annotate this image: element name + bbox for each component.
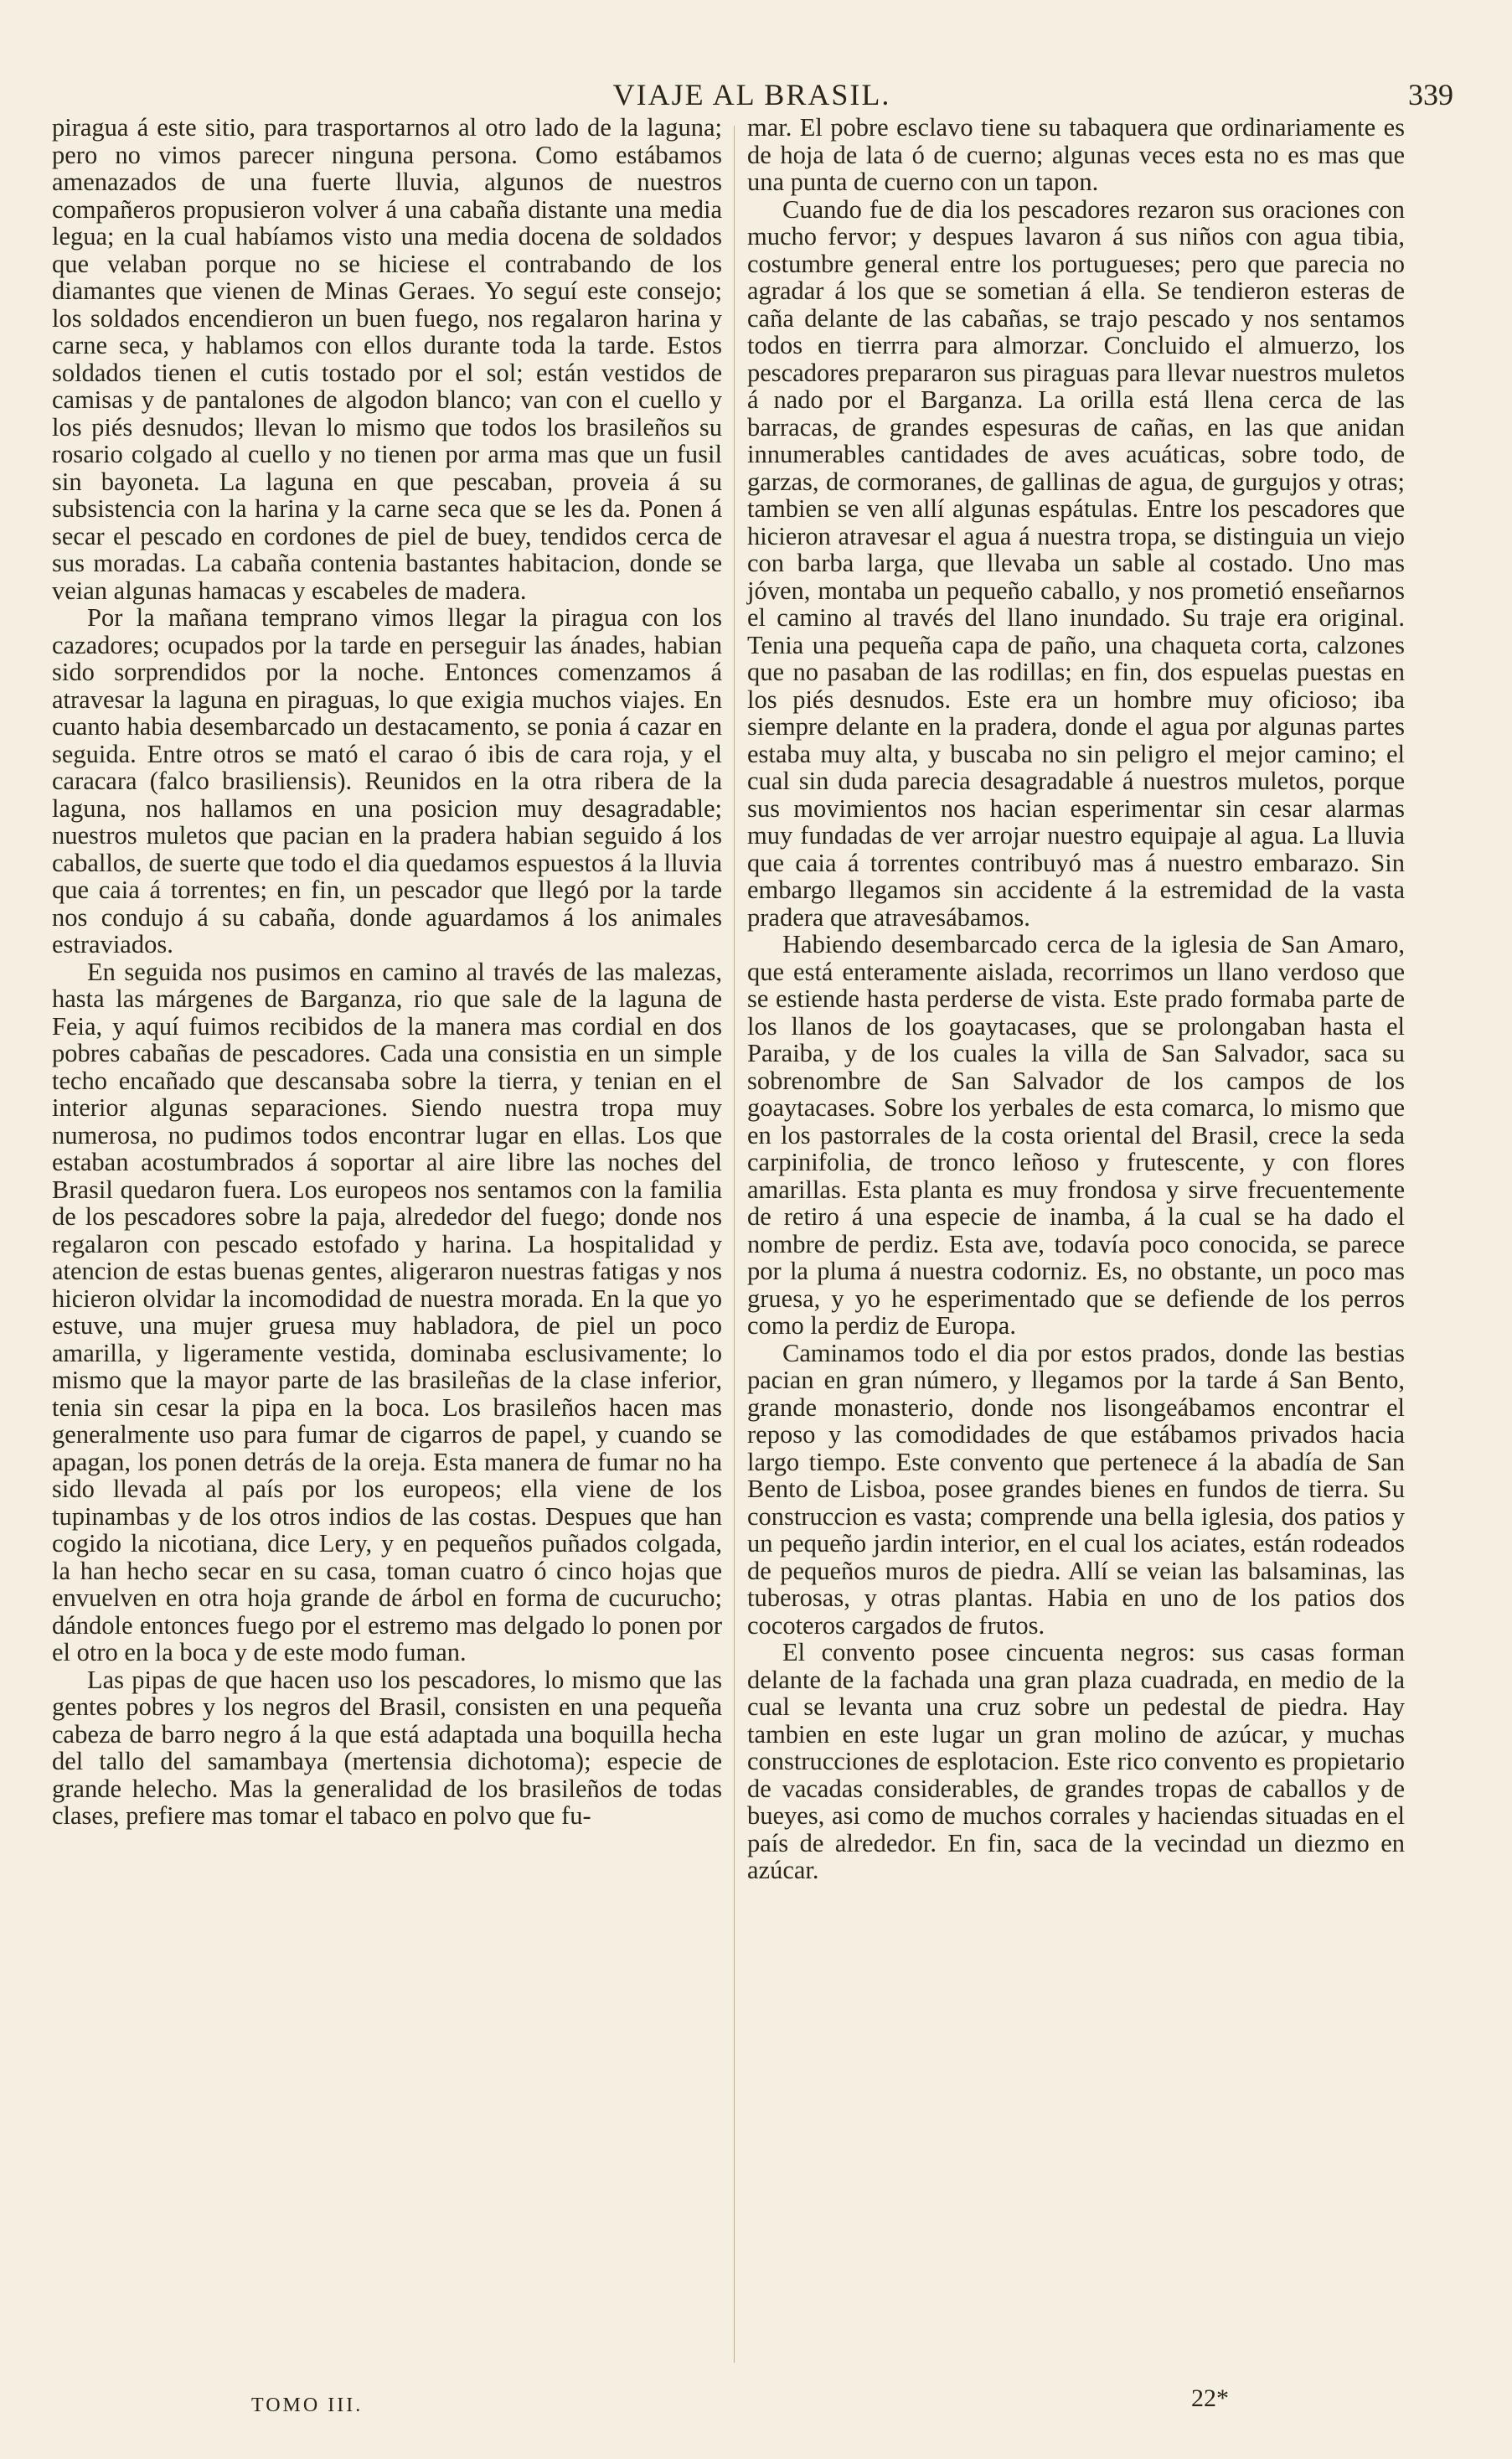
sheet-number: 22* — [1191, 2384, 1229, 2412]
paragraph: mar. El pobre esclavo tiene su tabaquera que ordinariamente es de hoja de lata ó de cuerno; algunas veces esta no es mas que una punta de cuerno con un tapon. — [747, 113, 1405, 196]
running-title: VIAJE AL BRASIL. — [612, 78, 891, 111]
paragraph: piragua á este sitio, para trasportarnos al otro lado de la laguna; pero no vimos parecer ninguna persona. Como estábamos amenazados de una fuerte lluvia, algunos de nuestros compañeros propusieron volver á una cabaña distante una media legua; en la cual habíamos visto una media docena de soldados que velaban porque no se hiciese el contrabando de los diamantes que vienen de Minas Geraes. Yo seguí este consejo; los soldados encendieron un buen fuego, nos regalaron harina y carne seca, y hablamos con ellos durante toda la tarde. Estos soldados tienen el cutis tostado por el sol; están vestidos de camisas y de pantalones de algodon blanco; van con el cuello y los piés desnudos; llevan lo mismo que todos los brasileños su rosario colgado al cuello y no tienen por arma mas que un fusil sin bayoneta. La laguna en que pescaban, proveia á su subsistencia con la harina y la carne seca que se les da. Ponen á secar el pescado en cordones de piel de buey, tendidos cerca de sus moradas. La cabaña contenia bastantes habitacion, donde se veian algunas hamacas y escabeles de madera. — [52, 113, 722, 605]
page-number: 339 — [1408, 78, 1453, 111]
paragraph: El convento posee cincuenta negros: sus casas forman delante de la fachada una gran plaza cuadrada, en medio de la cual se levanta una cruz sobre un pedestal de piedra. Hay tambien en este lugar un gran molino de azúcar, y muchas construcciones de esplotacion. Este rico convento es propietario de vacadas considerables, de grandes tropas de caballos y de bueyes, asi como de muchos corrales y haciendas situadas en el país de alrededor. En fin, saca de la vecindad un diezmo en azúcar. — [747, 1638, 1405, 1884]
paragraph: Por la mañana temprano vimos llegar la piragua con los cazadores; ocupados por la tarde en perseguir las ánades, habian sido sorprendidos por la noche. Entonces comenzamos á atravesar la laguna en piraguas, lo que exigia muchos viajes. En cuanto habia desembarcado un destacamento, se ponia á cazar en seguida. Entre otros se mató el carao ó ibis de cara roja, y el caracara (falco brasiliensis). Reunidos en la otra ribera de la laguna, nos hallamos en una posicion muy desagradable; nuestros muletos que pacian en la pradera habian seguido á los caballos, de suerte que todo el dia quedamos espuestos á la lluvia que caia á torrentes; en fin, un pescador que llegó por la tarde nos condujo á su cabaña, donde aguardamos á los animales estraviados. — [52, 603, 722, 958]
left-column — [52, 114, 722, 1830]
right-column — [747, 114, 1405, 1884]
paragraph: En seguida nos pusimos en camino al través de las malezas, hasta las márgenes de Barganza, rio que sale de la laguna de Feia, y aquí fuimos recibidos de la manera mas cordial en dos pobres cabañas de pescadores. Cada una consistia en un simple techo encañado que descansaba sobre la tierra, y tenian en el interior algunas separaciones. Siendo nuestra tropa muy numerosa, no pudimos todos encontrar lugar en ellas. Los que estaban acostumbrados á soportar al aire libre las noches del Brasil quedaron fuera. Los europeos nos sentamos con la familia de los pescadores sobre la paja, alrededor del fuego; donde nos regalaron con pescado estofado y harina. La hospitalidad y atencion de estas buenas gentes, aligeraron nuestras fatigas y nos hicieron olvidar la incomodidad de nuestra morada. En la que yo estuve, una mujer gruesa muy habladora, de piel un poco amarilla, y ligeramente vestida, dominaba esclusivamente; lo mismo que la mayor parte de las brasileñas de la clase inferior, tenia sin cesar la pipa en la boca. Los brasileños hacen mas generalmente uso para fumar de cigarros de papel, y cuando se apagan, los ponen detrás de la oreja. Esta manera de fumar no ha sido llevada al país por los europeos; ella viene de los tupinambas y de los otros indios de las costas. Despues que han cogido la nicotiana, dice Lery, y en pequeños puñados colgada, la han hecho secar en su casa, toman cuatro ó cinco hojas que envuelven en otra hoja grande de árbol en forma de cucurucho; dándole entonces fuego por el estremo mas delgado lo ponen por el otro en la boca y de este modo fuman. — [52, 957, 722, 1666]
paragraph: Las pipas de que hacen uso los pescadores, lo mismo que las gentes pobres y los negros del Brasil, consisten en una pequeña cabeza de barro negro á la que está adaptada una boquilla hecha del tallo del samambaya (mertensia dichotoma); especie de grande helecho. Mas la generalidad de los brasileños de todas clases, prefiere mas tomar el tabaco en polvo que fu- — [52, 1665, 722, 1830]
running-head — [50, 77, 1453, 111]
volume-signature: TOMO III. — [251, 2394, 364, 2416]
paragraph: Cuando fue de dia los pescadores rezaron sus oraciones con mucho fervor; y despues lavaron á sus niños con agua tibia, costumbre general entre los portugueses; pero que parecia no agradar á los que se sometian á ella. Se tendieron esteras de caña delante de las cabañas, se trajo pescado y nos sentamos todos en tierrra para almorzar. Concluido el almuerzo, los pescadores prepararon sus piraguas para llevar nuestros muletos á nado por el Barganza. La orilla está llena cerca de las barracas, de grandes espesuras de cañas, en las que anidan innumerables cantidades de aves acuáticas, sobre todo, de garzas, de cormoranes, de gallinas de agua, de gurgujos y otras; tambien se ven allí algunas espátulas. Entre los pescadores que hicieron atravesar el agua á nuestra tropa, se distinguia un viejo con barba larga, que llevaba un sable al costado. Uno mas jóven, montaba un pequeño caballo, y nos prometió enseñarnos el camino al través del llano inundado. Su traje era original. Tenia una pequeña capa de paño, una chaqueta corta, calzones que no pasaban de las rodillas; en fin, dos espuelas puestas en los piés desnudos. Este era un hombre muy oficioso; iba siempre delante en la pradera, donde el agua por algunas partes estaba muy alta, y buscaba no sin peligro el mejor camino; el cual sin duda parecia desagradable á nuestros muletos, porque sus movimientos nos hacian esperimentar sin cesar alarmas muy fundadas de ver arrojar nuestro equipaje al agua. La lluvia que caia á torrentes contribuyó mas á nuestro embarazo. Sin embargo llegamos sin accidente á la estremidad de la vasta pradera que atravesábamos. — [747, 194, 1405, 932]
paragraph: Habiendo desembarcado cerca de la iglesia de San Amaro, que está enteramente aislada, recorrimos un llano verdoso que se estiende hasta perderse de vista. Este prado formaba parte de los llanos de los goaytacases, que se prolongaban hasta el Paraiba, y de los cuales la villa de San Salvador, saca su sobrenombre de San Salvador de los campos de los goaytacases. Sobre los yerbales de esta comarca, lo mismo que en los pastorrales de la costa oriental del Brasil, crece la seda carpinifolia, de tronco leñoso y frutescente, y con flores amarillas. Esta planta es muy frondosa y sirve frecuentemente de retiro á una especie de inamba, á la cual se ha dado el nombre de perdiz. Esta ave, todavía poco conocida, se parece por la pluma á nuestra codorniz. Es, no obstante, un poco mas gruesa, y yo he esperimentado que se defiende de los perros como la perdiz de Europa. — [747, 930, 1405, 1340]
paragraph: Caminamos todo el dia por estos prados, donde las bestias pacian en gran número, y llegamos por la tarde á San Bento, grande monasterio, donde nos lisongeábamos encontrar el reposo y las comodidades de que estábamos privados hacia largo tiempo. Este convento que pertenece á la abadía de San Bento de Lisboa, posee grandes bienes en fundos de tierra. Su construccion es vasta; comprende una bella iglesia, dos patios y un pequeño jardin interior, en el cual los aciates, están rodeados de pequeños muros de piedra. Allí se veian las balsaminas, las tuberosas, y otras plantas. Habia en uno de los patios dos cocoteros cargados de frutos. — [747, 1338, 1405, 1640]
column-divider — [734, 126, 735, 2363]
